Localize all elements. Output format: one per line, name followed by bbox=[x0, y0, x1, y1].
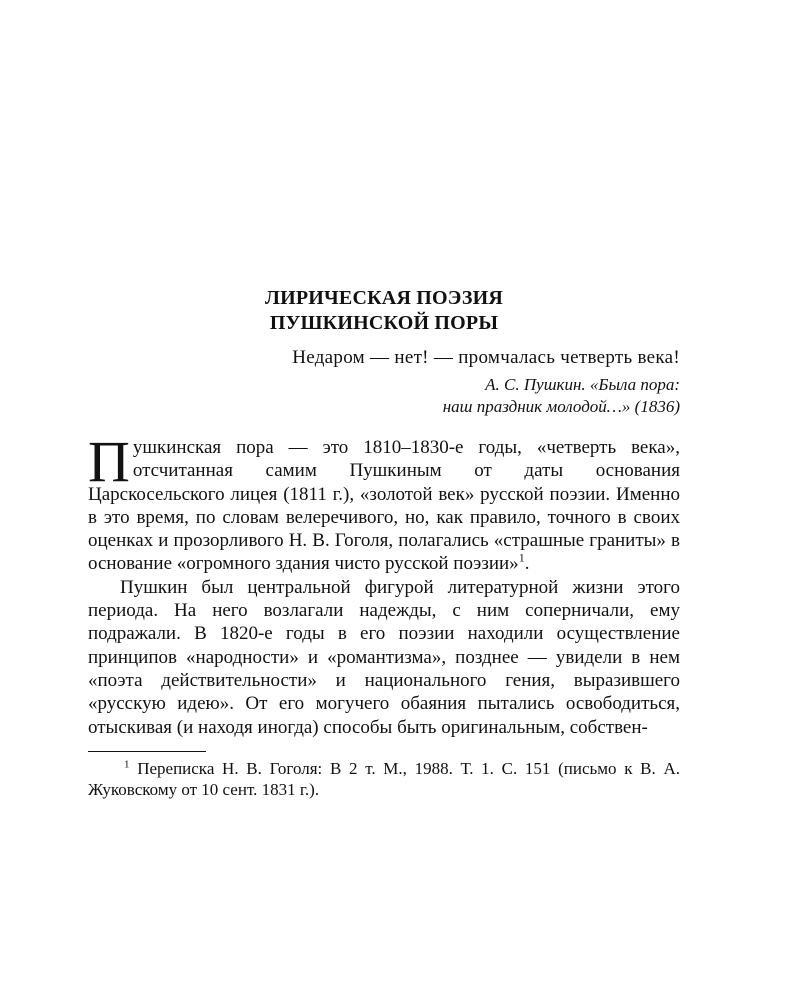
epigraph-attribution-line-2: наш праздник молодой…» (1836) bbox=[442, 397, 680, 416]
chapter-title-line-2: ПУШКИНСКОЙ ПОРЫ bbox=[269, 312, 499, 334]
chapter-title-line-1: ЛИРИЧЕСКАЯ ПОЭЗИЯ bbox=[265, 287, 503, 309]
epigraph bbox=[88, 345, 680, 418]
paragraph-2: Пушкин был центральной фигурой литературной жизни этого периода. На него возлагали надежды, с ним соперничали, ему подражали. В 1820-е годы в его поэзии находили осуществление принципов «народности» и «романтизма», позднее — увидели в нем «поэта действительности» и национального гения, выразившего «русскую идею». От его могучего обаяния пытались освободиться, отыскивая (и находя иногда) способы быть оригинальным, собствен- bbox=[88, 576, 680, 738]
footnote bbox=[88, 758, 680, 800]
epigraph-attribution-line-1: А. С. Пушкин. «Была пора: bbox=[485, 375, 680, 394]
footnote-reference[interactable]: 1 bbox=[518, 551, 525, 566]
epigraph-attribution bbox=[88, 374, 680, 418]
paragraph-1-end: . bbox=[524, 553, 530, 575]
body-text bbox=[88, 429, 680, 739]
paragraph-1 bbox=[88, 429, 680, 576]
paragraph-1-text: ушкинская пора — это 1810–1830-е годы, «четверть века», отсчитанная самим Пушкиным от даты основания Царскосельского лицея (1811 г.), «золотой век» русской поэзии. Именно в это время, по словам велеречивого, но, как правило, точного в своих оценках и прозорливого Н. В. Гоголя, полагались «страшные граниты» в основание «огромного здания чисто русской поэзии» bbox=[88, 437, 680, 575]
chapter-title bbox=[88, 286, 680, 336]
page-content bbox=[88, 286, 680, 800]
epigraph-quote: Недаром — нет! — промчалась четверть века! bbox=[292, 347, 680, 368]
footnote-text: Переписка Н. В. Гоголя: В 2 т. М., 1988. Т. 1. С. 151 (письмо к В. А. Жуковскому от 10 сент. 1831 г.). bbox=[88, 758, 681, 799]
drop-cap: П bbox=[88, 429, 130, 494]
footnote-separator bbox=[88, 751, 206, 752]
footnote-number: 1 bbox=[124, 758, 130, 771]
